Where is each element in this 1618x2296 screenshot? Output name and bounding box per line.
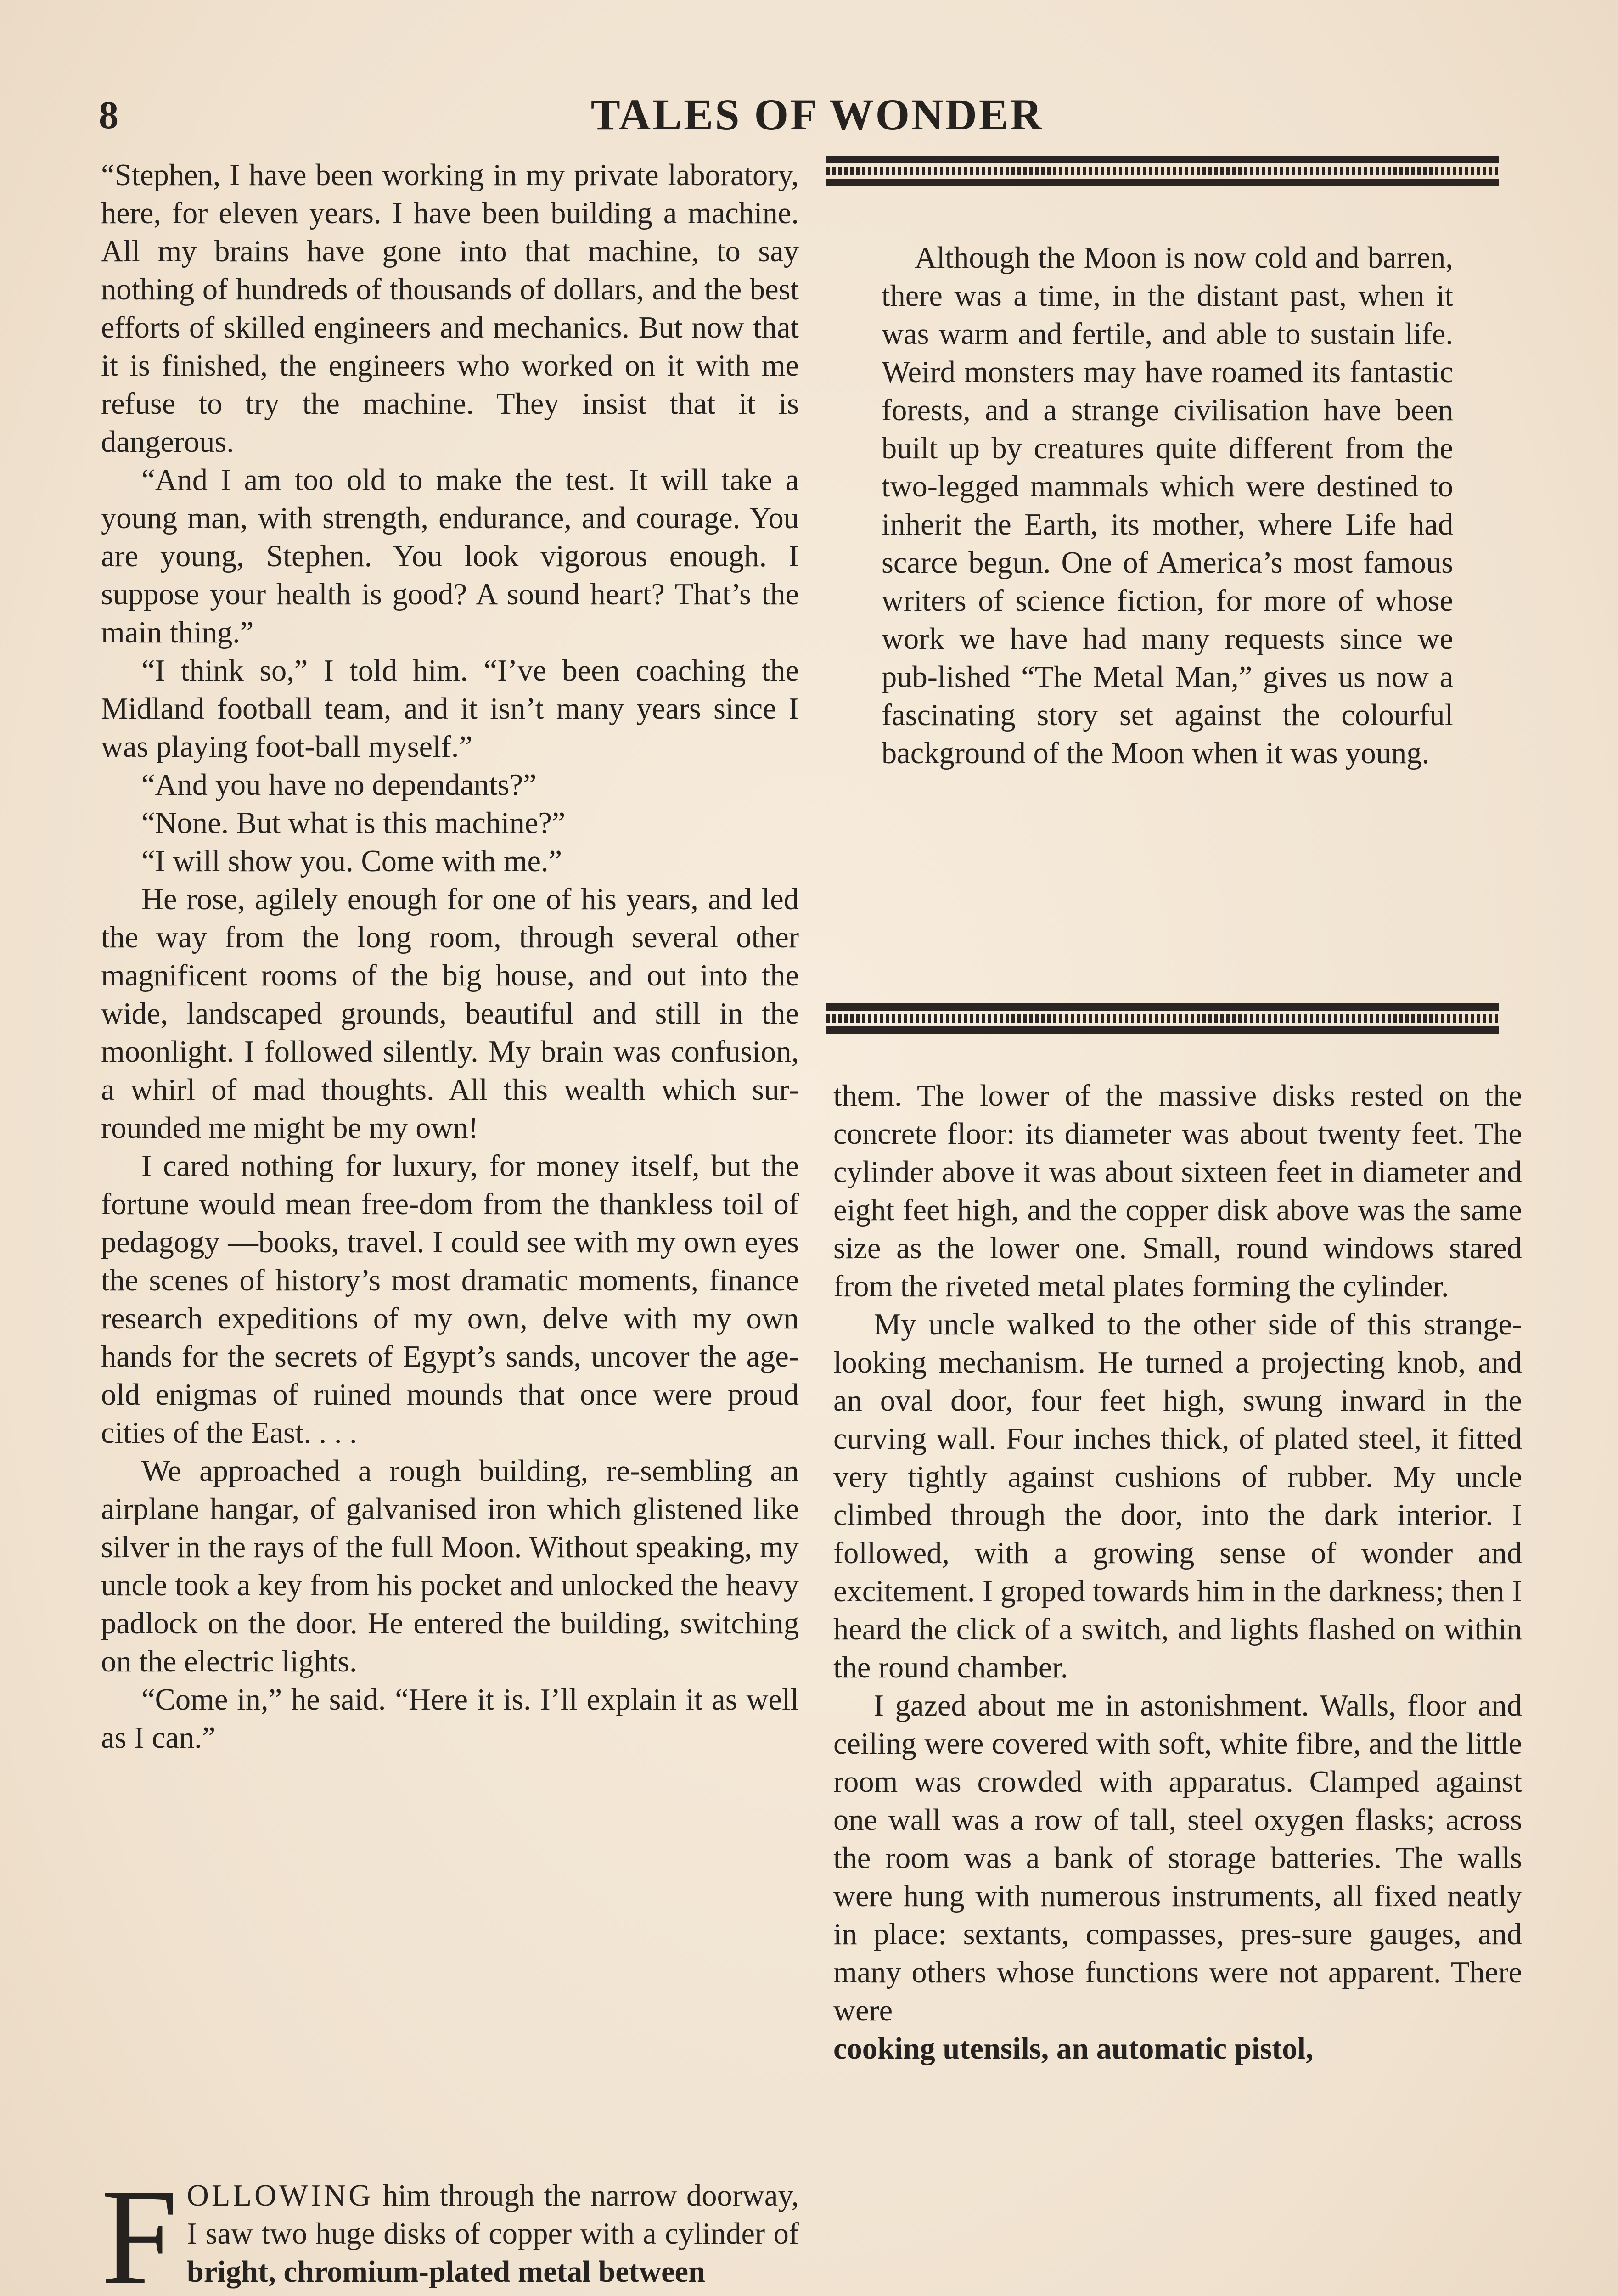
- drop-cap: F: [101, 2161, 178, 2296]
- paragraph: them. The lower of the massive disks rested on the concrete floor: its diameter was about twenty feet. The cylinder above it was about sixteen feet in diameter and eight feet high, and the copper disk above was the same size as the lower one. Small, round windows stared from the riveted metal plates forming the cylinder.: [833, 1079, 1522, 1303]
- ornamental-rule-top: [826, 156, 1499, 188]
- paragraph: “Stephen, I have been working in my private laboratory, here, for eleven years. I have been building a machine. All my brains have gone into that machine, to say nothing of hundreds of thousands of dollars, and the best efforts of skilled engineers and mechanics. But now that it is finished, the engineers who worked on it with me refuse to try the machine. They insist that it is dangerous.: [101, 158, 799, 459]
- paragraph: My uncle walked to the other side of this strange-looking mechanism. He turned a projecting knob, and an oval door, four feet high, swung inward in the curving wall. Four inches thick, of plated steel, it fitted very tightly against cushions of rubber. My uncle climbed through the door, into the dark interior. I followed, with a growing sense of wonder and excitement. I groped towards him in the darkness; then I heard the click of a switch, and lights flashed on within the round chamber.: [833, 1308, 1522, 1684]
- magazine-title: TALES OF WONDER: [590, 90, 1044, 139]
- paragraph: “And I am too old to make the test. It will take a young man, with strength, endurance, and courage. You are young, Stephen. You look vigorous enough. I suppose your health is good? A sound heart? That’s the main thing.”: [101, 463, 799, 649]
- left-column: [101, 156, 799, 1757]
- paragraph: “I think so,” I told him. “I’ve been coaching the Midland football team, and it isn’t many years since I was playing foot-ball myself.”: [101, 654, 799, 764]
- page-number: 8: [99, 93, 118, 137]
- paragraph-final-line: bright, chromium-plated metal between: [186, 2255, 705, 2289]
- page-header: [0, 87, 1618, 142]
- paragraph: I gazed about me in astonishment. Walls, floor and ceiling were covered with soft, white fibre, and the little room was crowded with apparatus. Clamped against one wall was a row of tall, steel oxygen flasks; across the room was a bank of storage batteries. The walls were hung with numerous instruments, all fixed neatly in place: sextants, compasses, pres-sure gauges, and many others whose functions were not apparent. There were: [833, 1689, 1522, 2027]
- blurb-text: Although the Moon is now cold and barren, there was a time, in the distant past, when it was warm and fertile, and able to sustain life. Weird monsters may have roamed its fantastic forests, and a strange civilisation have been built up by creatures quite different from the two-legged mammals which were destined to inherit the Earth, its mother, where Life had scarce begun. One of America’s most famous writers of science fiction, for more of whose work we have had many requests since we pub-lished “The Metal Man,” gives us now a fascinating story set against the colourful background of the Moon when it was young.: [882, 241, 1453, 770]
- paragraph: We approached a rough building, re-sembling an airplane hangar, of galvanised iron which glistened like silver in the rays of the full Moon. Without speaking, my uncle took a key from his pocket and unlocked the heavy padlock on the door. He entered the building, switching on the electric lights.: [101, 1454, 799, 1678]
- paragraph: “And you have no dependants?”: [141, 768, 537, 802]
- paragraph: “Come in,” he said. “Here it is. I’ll explain it as well as I can.”: [101, 1683, 799, 1755]
- ornamental-rule-bottom: [826, 1003, 1499, 1035]
- story-blurb: [882, 239, 1453, 772]
- section-opening-paragraph: [101, 2161, 799, 2296]
- right-column: [833, 1077, 1522, 2068]
- paragraph-final-line: cooking utensils, an automatic pistol,: [833, 2032, 1314, 2065]
- paragraph: “I will show you. Come with me.”: [141, 844, 562, 878]
- paragraph: “None. But what is this machine?”: [141, 806, 566, 840]
- paragraph: He rose, agilely enough for one of his years, and led the way from the long room, through several other magnificent rooms of the big house, and out into the wide, landscaped grounds, beautiful and still in the moonlight. I followed silently. My brain was confusion, a whirl of mad thoughts. All this wealth which sur-rounded me might be my own!: [101, 883, 799, 1145]
- paragraph: I cared nothing for luxury, for money itself, but the fortune would mean free-dom from the thankless toil of pedagogy —books, travel. I could see with my own eyes the scenes of history’s most dramatic moments, finance research expeditions of my own, delve with my own hands for the secrets of Egypt’s sands, uncover the age-old enigmas of ruined mounds that once were proud cities of the East. . . .: [101, 1149, 799, 1450]
- paragraph-text: him through the narrow doorway, I saw two huge disks of copper with a cylinder of: [186, 2179, 799, 2251]
- drop-cap-lead: OLLOWING: [186, 2179, 374, 2212]
